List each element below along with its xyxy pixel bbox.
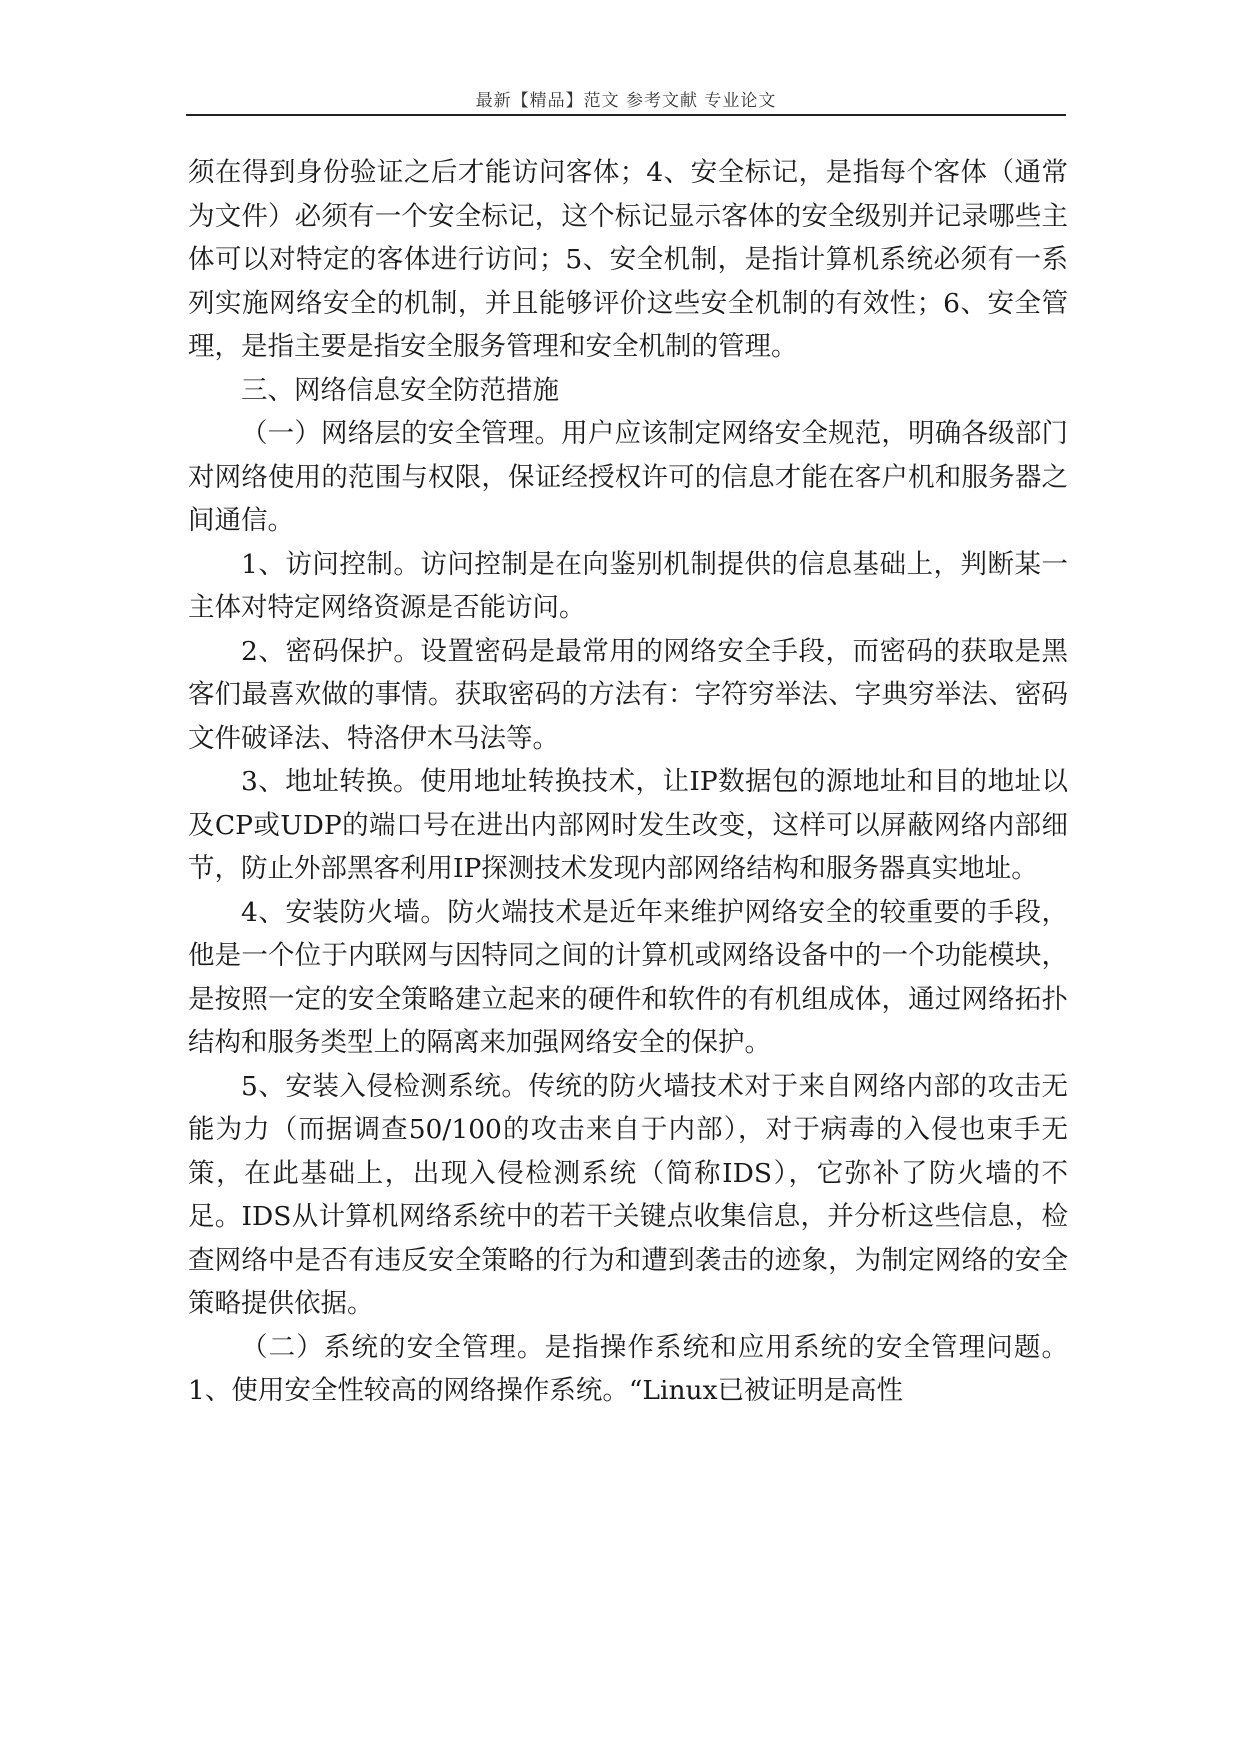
paragraph-security-requirements: 须在得到身份验证之后才能访问客体；4、安全标记，是指每个客体（通常为文件）必须有一个安全标记，这个标记显示客体的安全级别并记录哪些主体可以对特定的客体进行访问；5、安全机制，是指计算机系统必须有一系列实施网络安全的机制，并且能够评价这些安全机制的有效性；6、安全管理，是指主要是指安全服务管理和安全机制的管理。 (188, 157, 1068, 362)
paragraph-password-protection: 2、密码保护。设置密码是最常用的网络安全手段，而密码的获取是黑客们最喜欢做的事情。获取密码的方法有：字符穷举法、字典穷举法、密码文件破译法、特洛伊木马法等。 (188, 635, 1068, 754)
paragraph-system-security-management: （二）系统的安全管理。是指操作系统和应用系统的安全管理问题。1、使用安全性较高的网络操作系统。“Linux已被证明是高性 (188, 1331, 1068, 1406)
paragraph-network-layer-management: （一）网络层的安全管理。用户应该制定网络安全规范，明确各级部门对网络使用的范围与权限，保证经授权许可的信息才能在客户机和服务器之间通信。 (188, 418, 1068, 536)
document-body (188, 151, 1068, 1413)
paragraph-address-translation: 3、地址转换。使用地址转换技术，让IP数据包的源地址和目的地址以及CP或UDP的端口号在进出内部网时发生改变，这样可以屏蔽网络内部细节，防止外部黑客利用IP探测技术发现内部网络结构和服务器真实地址。 (188, 766, 1068, 884)
header-divider (186, 114, 1066, 116)
paragraph-firewall: 4、安装防火墙。防火端技术是近年来维护网络安全的较重要的手段，他是一个位于内联网与因特同之间的计算机或网络设备中的一个功能模块，是按照一定的安全策略建立起来的硬件和软件的有机组成体，通过网络拓扑结构和服务类型上的隔离来加强网络安全的保护。 (188, 896, 1068, 1058)
paragraph-intrusion-detection: 5、安装入侵检测系统。传统的防火墙技术对于来自网络内部的攻击无能为力（而据调查50/100的攻击来自于内部），对于病毒的入侵也束手无策，在此基础上，出现入侵检测系统（简称IDS），它弥补了防火墙的不足。IDS从计算机网络系统中的若干关键点收集信息，并分析这些信息，检查网络中是否有违反安全策略的行为和遭到袭击的迹象，为制定网络的安全策略提供依据。 (188, 1070, 1068, 1319)
paragraph-access-control: 1、访问控制。访问控制是在向鉴别机制提供的信息基础上，判断某一主体对特定网络资源是否能访问。 (188, 548, 1068, 623)
page-header: 最新【精品】范文 参考文献 专业论文 (475, 91, 777, 111)
section-heading-protective-measures: 三、网络信息安全防范措施 (241, 374, 559, 406)
